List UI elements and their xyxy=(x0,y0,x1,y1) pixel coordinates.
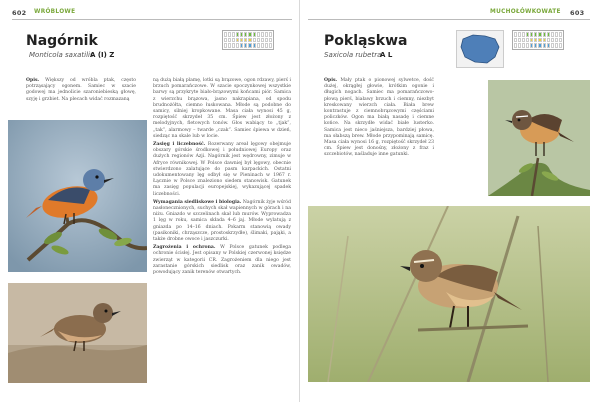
calendar-cell xyxy=(518,38,521,43)
calendar-cell xyxy=(530,43,533,48)
right-phenology-calendar xyxy=(512,30,564,50)
calendar-cell xyxy=(522,38,525,43)
calendar-cell xyxy=(253,32,256,37)
calendar-cell xyxy=(232,43,235,48)
right-opis-text: Mały ptak o pionowej sylwetce, dość dużej, okrągłej głowie, krótkim ogonie i długich nogach. Samiec ma pomarańczowo-płową pierś, białawy brzuch i ciemny, niezbyt kreskowany wierzch ciała. Biała brew kontrastuje z ciemnobrązowymi częściami policzków. Ogon ma białą nasadę i ciemne końce. Na skrzydłe widać białe lusterko. Samica jest nieco jaśniejsza, bardziej płowa, ma słabszą brew. Młode przypominają samicę. Masa ciała wynosi 16 g, rozpiętość skrzydeł 23 cm. Śpiew jest donośny, złożony z fraz i szczebiotów, naśladuje inne gatunki. xyxy=(324,78,435,158)
calendar-cell xyxy=(514,38,517,43)
right-header-rule xyxy=(308,19,590,20)
left-threats-text: W Polsce gatunek podlega ochronie ścisłej. Jest opisany w Polskiej czerwonej księdze zwierząt w kategorii CR. Zagrożeniem dla niego jest zarastanie górskich siedlisk oraz zanik owadów, powodujący zanik terenów otwartych. xyxy=(153,245,291,276)
right-section-label: MUCHOŁÓWKOWATE xyxy=(490,9,561,15)
calendar-cell xyxy=(555,38,558,43)
left-threats-heading: Zagrożenia i ochrona. xyxy=(153,245,216,251)
calendar-cell xyxy=(261,32,264,37)
calendar-cell xyxy=(265,43,268,48)
calendar-cell xyxy=(518,43,521,48)
calendar-cell xyxy=(248,38,251,43)
left-opis-lead: Opis. xyxy=(26,78,40,83)
left-habitat-text: Nagórnik żyje wśród nasłonecznionych, suchych skał wapiennych w górach i na niżu. Gniazdo w szczelinach skał lub murów. Wyprowadza 1 lęg w roku, samica składa 4–6 jaj. Młode wylatują z gniazda po 14–16 dniach. Pokarm stanowią owady (pasikoniki, chrząszcze, prostoskrzydłe), ślimaki, pająki, a także drobne owoce i jaszczurki. xyxy=(153,199,292,243)
left-photo-male xyxy=(8,120,147,272)
calendar-cell xyxy=(526,32,529,37)
calendar-cell xyxy=(265,32,268,37)
right-page-number: 603 xyxy=(570,9,585,17)
calendar-cell xyxy=(543,43,546,48)
calendar-cell xyxy=(257,43,260,48)
calendar-cell xyxy=(543,38,546,43)
calendar-cell xyxy=(240,32,243,37)
calendar-cell xyxy=(526,43,529,48)
calendar-cell xyxy=(224,38,227,43)
calendar-cell xyxy=(538,43,541,48)
whinchat-male-illustration xyxy=(488,80,590,196)
calendar-cell xyxy=(257,38,260,43)
left-text-column-1 xyxy=(26,78,136,105)
calendar-cell xyxy=(530,38,533,43)
calendar-cell xyxy=(240,43,243,48)
calendar-cell xyxy=(551,43,554,48)
calendar-cell xyxy=(522,32,525,37)
calendar-cell xyxy=(555,43,558,48)
calendar-cell xyxy=(253,38,256,43)
calendar-cell xyxy=(522,43,525,48)
calendar-cell xyxy=(244,43,247,48)
left-range-heading: Zasięg i liczebność. xyxy=(153,142,206,148)
calendar-cell xyxy=(514,32,517,37)
left-range-text: Rozerwany areał lęgowy obejmuje obszary górskie środkowej i południowej Europy oraz dużych regionów Azji. Nagórnik jest wędrowny, zimuje w Afryce równikowej. W Polsce dawniej był lęgowy, obecnie stwierdzono zalatujące do pasm karpackich. Ostatni udokumentowany lęg odbył się w Pieninach w 1967 r. Łącznie w Polsce znaleziono siedem stanowisk. Gatunek ma zasięg populacji europejskiej, wykazującej spadek liczebności. xyxy=(153,142,291,197)
calendar-cell xyxy=(228,32,231,37)
calendar-cell xyxy=(538,32,541,37)
calendar-cell xyxy=(269,43,272,48)
calendar-cell xyxy=(261,38,264,43)
calendar-cell xyxy=(232,32,235,37)
calendar-cell xyxy=(538,38,541,43)
whinchat-female-illustration xyxy=(308,206,590,382)
calendar-cell xyxy=(514,43,517,48)
left-species-title: Nagórnik xyxy=(26,33,98,49)
calendar-cell xyxy=(265,38,268,43)
calendar-cell xyxy=(551,38,554,43)
calendar-cell xyxy=(228,38,231,43)
right-photo-female xyxy=(308,206,590,382)
right-species-title: Pokląskwa xyxy=(324,33,408,49)
left-text-column-2 xyxy=(153,78,291,278)
left-photo-female xyxy=(8,283,147,383)
calendar-cell xyxy=(559,43,562,48)
rock-thrush-female-illustration xyxy=(8,283,147,383)
left-header-rule xyxy=(12,19,292,20)
right-latin-name: Saxicola rubetra xyxy=(324,51,382,59)
calendar-cell xyxy=(236,32,239,37)
right-text-column-1 xyxy=(324,78,434,161)
calendar-cell xyxy=(253,43,256,48)
calendar-cell xyxy=(232,38,235,43)
calendar-cell xyxy=(248,32,251,37)
left-section-label: WRÓBLOWE xyxy=(34,9,76,15)
calendar-cell xyxy=(559,38,562,43)
right-photo-male xyxy=(488,80,590,196)
left-opis-text: Większy od wróbla ptak, często potrząsający ogonem. Samiec w szacie godowej ma jednolicie szaroniebieską głowę, szyję i grzbiet. Na plecach widać rozmazaną xyxy=(26,78,136,102)
calendar-cell xyxy=(559,32,562,37)
calendar-cell xyxy=(269,32,272,37)
left-phenology-calendar xyxy=(222,30,274,50)
left-latin-name: Monticola saxatilis xyxy=(29,51,94,59)
calendar-cell xyxy=(228,43,231,48)
left-status-codes: A (I) Z xyxy=(90,51,115,59)
rock-thrush-male-illustration xyxy=(8,120,147,272)
left-col2-text-a: ną dużą białą plamę, lotki są brązowe, ogon rdzawy, pierś i brzuch pomarańczowe. W szacie spoczynkowej wszystkie barwy są przykryte biało-brązowymi końcami piór. Samica z wierzchu brązowa, jasno nakrapiana, od spodu brudnożółta, ciemno łuskowana. Młode są podobne do samicy, silniej kropkowane. Masa ciała wynosi 45 g, rozpiętość skrzydeł 35 cm. Śpiew jest złożony z melodyjnych, fletowych tonów. Głos wabiący to „tjak”, „tak”, alarmowy – twarde „czak”. Samiec śpiewa w dzień, siedząc na skale lub w locie. xyxy=(153,78,291,139)
calendar-cell xyxy=(547,38,550,43)
calendar-cell xyxy=(547,32,550,37)
calendar-cell xyxy=(244,32,247,37)
right-status-codes: A L xyxy=(380,51,393,59)
calendar-cell xyxy=(526,38,529,43)
calendar-cell xyxy=(534,43,537,48)
calendar-cell xyxy=(257,32,260,37)
calendar-cell xyxy=(534,32,537,37)
calendar-cell xyxy=(269,38,272,43)
calendar-cell xyxy=(224,43,227,48)
calendar-cell xyxy=(555,32,558,37)
right-opis-lead: Opis. xyxy=(324,78,338,83)
calendar-cell xyxy=(236,43,239,48)
calendar-cell xyxy=(543,32,546,37)
left-habitat-heading: Wymagania siedliskowe i biologia. xyxy=(153,199,242,205)
calendar-cell xyxy=(240,38,243,43)
calendar-cell xyxy=(530,32,533,37)
poland-map-icon xyxy=(457,31,503,67)
calendar-cell xyxy=(534,38,537,43)
calendar-cell xyxy=(244,38,247,43)
calendar-cell xyxy=(236,38,239,43)
calendar-cell xyxy=(224,32,227,37)
left-page-number: 602 xyxy=(12,9,27,17)
right-page xyxy=(300,0,600,402)
calendar-cell xyxy=(518,32,521,37)
calendar-cell xyxy=(551,32,554,37)
calendar-cell xyxy=(261,43,264,48)
poland-range-map xyxy=(456,30,504,68)
calendar-cell xyxy=(547,43,550,48)
calendar-cell xyxy=(248,43,251,48)
